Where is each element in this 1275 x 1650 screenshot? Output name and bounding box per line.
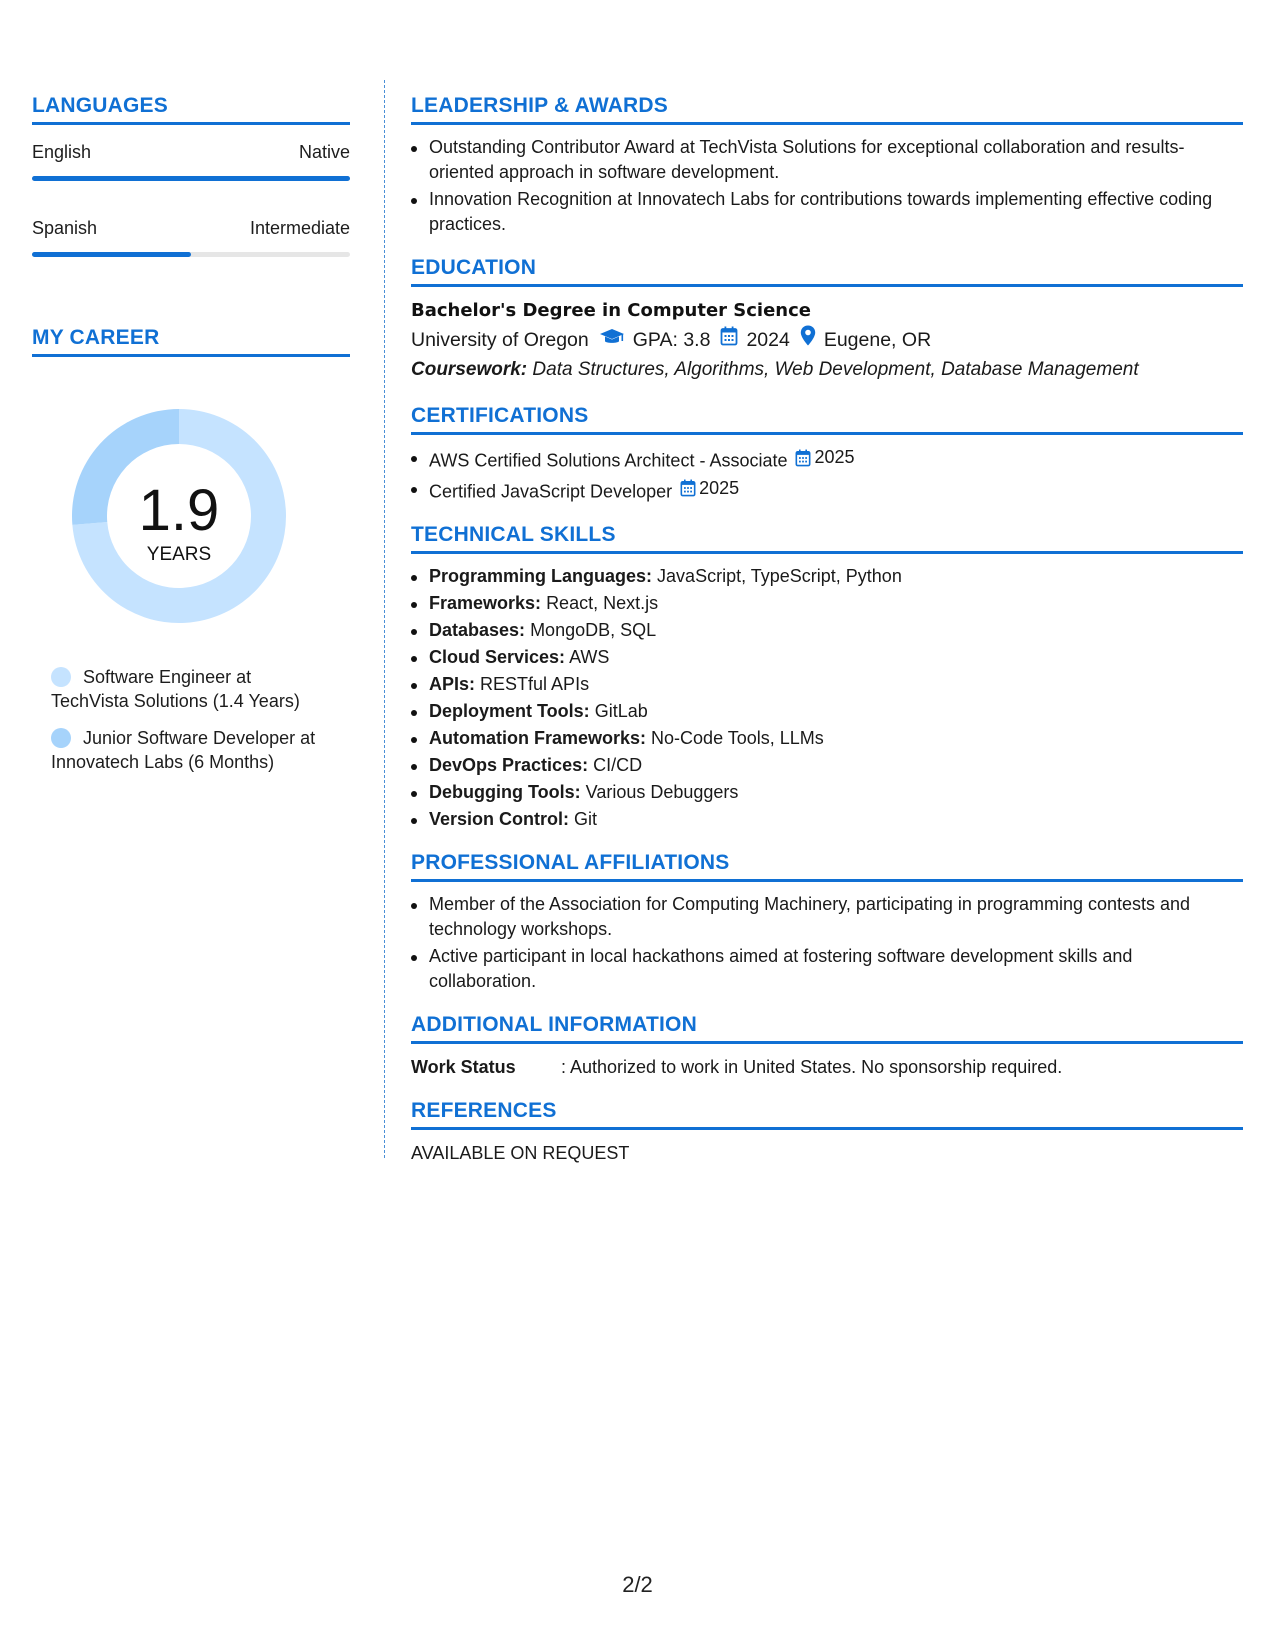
work-status-row [411, 1054, 1243, 1080]
map-pin-icon [800, 325, 816, 355]
list-item [411, 445, 1243, 474]
language-bar-fill [32, 252, 191, 257]
language-name: English [32, 142, 92, 162]
section-rule [411, 551, 1243, 554]
leadership-section [411, 94, 1243, 237]
page-number: 2/2 [622, 1572, 653, 1597]
list-item [411, 699, 1243, 724]
section-rule [32, 122, 350, 125]
list-item [411, 726, 1243, 751]
gpa: GPA: 3.8 [632, 329, 711, 351]
additional-info-section [411, 1013, 1243, 1080]
skill-label: Cloud Services: [429, 647, 566, 667]
graduation-cap-icon [599, 325, 625, 355]
language-level: Native [298, 142, 350, 162]
skill-value: JavaScript, TypeScript, Python [657, 566, 902, 586]
skill-value: Git [574, 809, 598, 829]
section-title-languages: LANGUAGES [32, 94, 168, 117]
references-section [411, 1099, 1243, 1166]
calendar-icon [680, 479, 696, 497]
skill-label: DevOps Practices: [429, 755, 589, 775]
section-rule [32, 354, 350, 357]
skill-label: Frameworks: [429, 593, 542, 613]
list-item [411, 780, 1243, 805]
career-total-unit: YEARS [146, 544, 212, 565]
list-item [411, 564, 1243, 589]
legend-item [51, 726, 332, 774]
skills-list [411, 564, 1243, 832]
career-legend [32, 665, 332, 774]
certification-year: 2025 [699, 477, 740, 498]
section-rule [411, 432, 1243, 435]
list-item: Member of the Association for Computing Machinery, participating in programming contests and technology workshops. [411, 892, 1243, 942]
legend-dot [51, 667, 71, 687]
skill-label: Programming Languages: [429, 566, 653, 586]
right-column [411, 94, 1243, 1185]
column-divider [384, 80, 385, 1158]
certification-year: 2025 [814, 447, 855, 467]
skill-label: APIs: [429, 674, 476, 694]
section-title-certifications: CERTIFICATIONS [411, 404, 589, 427]
education-section [411, 256, 1243, 385]
skill-value: RESTful APIs [480, 674, 590, 694]
languages-section [32, 94, 350, 257]
section-title-career: MY CAREER [32, 326, 160, 349]
skill-value: GitLab [594, 701, 648, 721]
skill-label: Automation Frameworks: [429, 728, 647, 748]
certifications-section [411, 404, 1243, 504]
list-item [411, 591, 1243, 616]
section-title-additional: ADDITIONAL INFORMATION [411, 1013, 697, 1036]
work-status-value: : Authorized to work in United States. No sponsorship required. [561, 1057, 1063, 1077]
coursework [411, 355, 1243, 385]
language-name: Spanish [32, 218, 98, 238]
list-item [411, 753, 1243, 778]
school-name: University of Oregon [411, 329, 589, 351]
legend-item [51, 665, 332, 713]
school-location: Eugene, OR [823, 329, 932, 351]
education-details [411, 325, 1243, 355]
work-status-label: Work Status [411, 1057, 516, 1077]
education-body [411, 297, 1243, 385]
skill-label: Deployment Tools: [429, 701, 590, 721]
section-rule [411, 1041, 1243, 1044]
skill-value: MongoDB, SQL [530, 620, 657, 640]
legend-dot [51, 728, 71, 748]
section-rule [411, 879, 1243, 882]
list-item [411, 645, 1243, 670]
skills-section [411, 523, 1243, 832]
language-level: Intermediate [249, 218, 350, 238]
skill-label: Databases: [429, 620, 526, 640]
coursework-value: Data Structures, Algorithms, Web Development, Database Management [532, 359, 1139, 380]
section-rule [411, 284, 1243, 287]
skill-label: Debugging Tools: [429, 782, 581, 802]
list-item: Active participant in local hackathons aimed at fostering software development skills and collaboration. [411, 944, 1243, 994]
skill-value: AWS [569, 647, 610, 667]
language-item [32, 142, 350, 181]
language-bar [32, 176, 350, 181]
list-item [411, 672, 1243, 697]
section-title-references: REFERENCES [411, 1099, 557, 1122]
affiliations-section [411, 851, 1243, 994]
certification-name: AWS Certified Solutions Architect - Associate [429, 450, 788, 471]
section-rule [411, 1127, 1243, 1130]
career-section [32, 326, 350, 774]
affiliations-list [411, 892, 1243, 994]
list-item [411, 476, 1243, 505]
legend-label: Junior Software Developer at Innovatech Labs (6 Months) [51, 728, 316, 772]
section-title-affiliations: PROFESSIONAL AFFILIATIONS [411, 851, 730, 874]
career-donut-chart [66, 403, 292, 629]
skill-value: Various Debuggers [585, 782, 739, 802]
skill-value: No-Code Tools, LLMs [651, 728, 824, 748]
list-item: Outstanding Contributor Award at TechVista Solutions for exceptional collaboration and results-oriented approach in software development. [411, 135, 1243, 185]
leadership-list [411, 135, 1243, 237]
skill-value: CI/CD [593, 755, 643, 775]
list-item: Innovation Recognition at Innovatech Labs for contributions towards implementing effective coding practices. [411, 187, 1243, 237]
certifications-list [411, 445, 1243, 504]
language-bar [32, 252, 350, 257]
language-bar-fill [32, 176, 350, 181]
certification-name: Certified JavaScript Developer [429, 481, 673, 501]
references-text: AVAILABLE ON REQUEST [411, 1143, 630, 1163]
left-column [32, 94, 350, 787]
degree-title: Bachelor's Degree in Computer Science [411, 300, 811, 321]
skill-value: React, Next.js [546, 593, 659, 613]
coursework-label: Coursework: [411, 359, 528, 380]
section-title-leadership: LEADERSHIP & AWARDS [411, 94, 668, 117]
section-title-skills: TECHNICAL SKILLS [411, 523, 616, 546]
list-item [411, 807, 1243, 832]
section-rule [411, 122, 1243, 125]
calendar-icon [795, 449, 811, 467]
graduation-year: 2024 [746, 329, 790, 351]
legend-label: Software Engineer at TechVista Solutions (1.4 Years) [51, 667, 300, 711]
career-total-years: 1.9 [138, 478, 220, 543]
section-title-education: EDUCATION [411, 256, 537, 279]
language-item [32, 218, 350, 257]
list-item [411, 618, 1243, 643]
skill-label: Version Control: [429, 809, 570, 829]
calendar-icon [720, 325, 738, 355]
